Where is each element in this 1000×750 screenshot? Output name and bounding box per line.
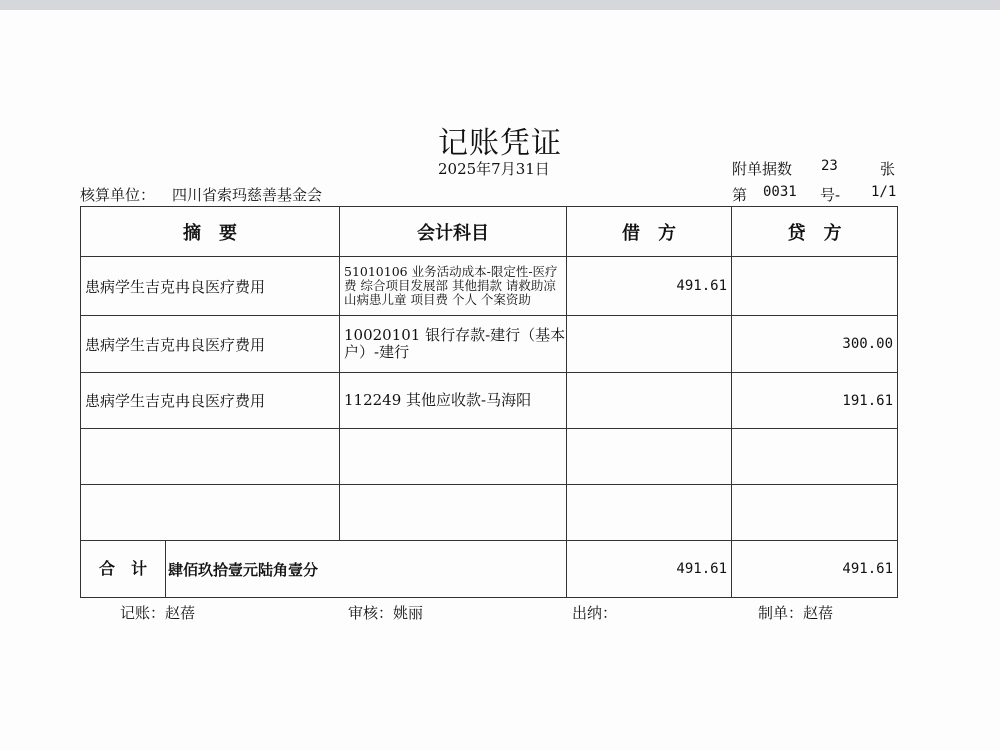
voucher-title: 记账凭证 bbox=[438, 126, 562, 161]
total-label: 合 计 bbox=[81, 541, 166, 597]
table-row bbox=[81, 429, 898, 485]
voucher-date: 2025年7月31日 bbox=[438, 160, 550, 178]
table-row bbox=[81, 373, 898, 429]
total-credit: 491.61 bbox=[732, 541, 898, 598]
attachments-unit: 张 bbox=[880, 160, 896, 178]
preparer-signature: 制单：赵蓓 bbox=[758, 604, 834, 622]
header-account: 会计科目 bbox=[340, 207, 567, 257]
accounting-unit-label: 核算单位： bbox=[80, 186, 156, 204]
voucher-number-prefix: 第 bbox=[732, 186, 748, 204]
row-debit bbox=[567, 373, 732, 429]
bookkeeper-signature: 记账：赵蓓 bbox=[120, 604, 196, 622]
voucher-number-suffix: 号- bbox=[820, 186, 841, 204]
header-credit: 贷 方 bbox=[732, 207, 898, 257]
total-cell bbox=[81, 541, 567, 598]
accounting-unit-name: 四川省索玛慈善基金会 bbox=[172, 186, 323, 204]
voucher-page: 1/1 bbox=[871, 184, 897, 200]
header-debit: 借 方 bbox=[567, 207, 732, 257]
row-summary: 患病学生吉克冉良医疗费用 bbox=[81, 316, 340, 373]
row-account bbox=[340, 485, 567, 541]
row-debit: 491.61 bbox=[567, 257, 732, 316]
total-row bbox=[81, 541, 898, 598]
header-summary: 摘 要 bbox=[81, 207, 340, 257]
cashier-signature: 出纳： bbox=[572, 604, 618, 622]
header-row bbox=[81, 207, 898, 257]
voucher-number: 0031 bbox=[763, 184, 797, 200]
row-summary bbox=[81, 429, 340, 485]
attachments-label: 附单据数 bbox=[732, 160, 793, 178]
row-summary bbox=[81, 485, 340, 541]
voucher-table bbox=[80, 206, 898, 598]
row-credit: 300.00 bbox=[732, 316, 898, 373]
table-row bbox=[81, 485, 898, 541]
row-summary: 患病学生吉克冉良医疗费用 bbox=[81, 373, 340, 429]
total-debit: 491.61 bbox=[567, 541, 732, 598]
total-in-words: 肆佰玖拾壹元陆角壹分 bbox=[168, 560, 319, 579]
row-debit bbox=[567, 429, 732, 485]
row-credit bbox=[732, 257, 898, 316]
scan-top-band bbox=[0, 0, 1000, 10]
table-row bbox=[81, 316, 898, 373]
row-credit bbox=[732, 429, 898, 485]
row-account: 10020101 银行存款-建行（基本户）-建行 bbox=[340, 316, 567, 373]
row-account: 51010106 业务活动成本-限定性-医疗费 综合项目发展部 其他捐款 请救助凉山病患儿童 项目费 个人 个案资助 bbox=[340, 257, 567, 316]
row-credit: 191.61 bbox=[732, 373, 898, 429]
attachments-count: 23 bbox=[821, 158, 838, 174]
row-debit bbox=[567, 316, 732, 373]
reviewer-signature: 审核：姚丽 bbox=[348, 604, 424, 622]
row-account: 112249 其他应收款-马海阳 bbox=[340, 373, 567, 429]
row-debit bbox=[567, 485, 732, 541]
row-credit bbox=[732, 485, 898, 541]
row-account bbox=[340, 429, 567, 485]
table-row bbox=[81, 257, 898, 316]
row-summary: 患病学生吉克冉良医疗费用 bbox=[81, 257, 340, 316]
